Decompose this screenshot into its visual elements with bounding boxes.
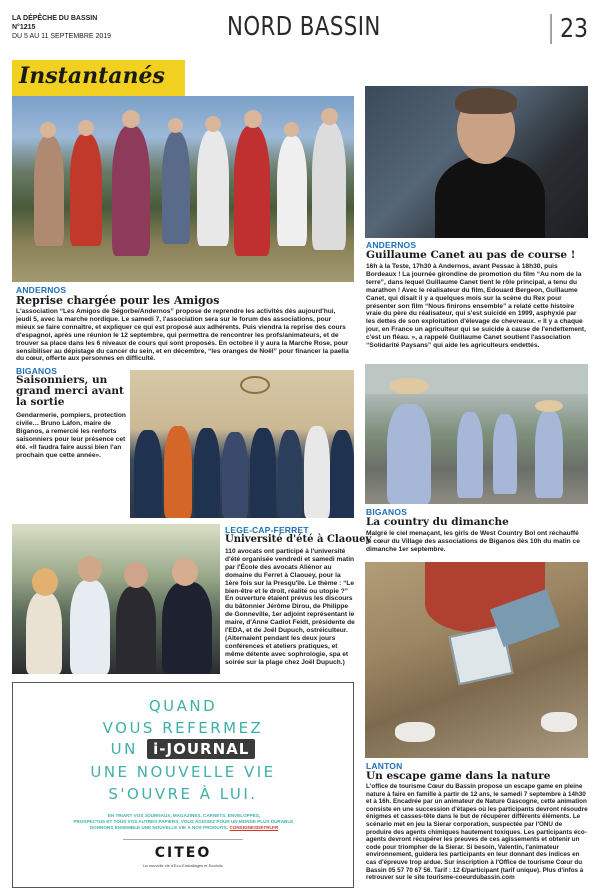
amigos-kicker: ANDERNOS: [16, 285, 67, 295]
paper-name: LA DÉPÊCHE DU BASSIN: [12, 15, 98, 22]
citeo-logo-sub: La nouvelle vie d'Eco-Emballages et Ecofolio: [143, 863, 223, 868]
ad-line-4: UNE NOUVELLE VIE: [90, 763, 276, 781]
pompiers-headline: Saisonniers, un grand merci avant la sortie: [16, 374, 124, 408]
citeo-logo: CITEO: [154, 845, 212, 861]
escape-body: L'office de tourisme Cœur du Bassin propose un escape game en pleine nature à faire en famille à partir de 12 ans, le samedi 7 septembre à 14h30 et à 16h. Encadrée par un animateur de Nature Gascogne, cette animation consiste en une succession d'étapes où les participants devront résoudre énigmes et casses-tête dans le but de récupérer différents éléments. Le scénario met en jeu la Sierar corporation, suspectée par l'ONU de produire des agents chimiques hautement toxiques. Les participants éco-agents devront récupérer les preuves de ces agissements et obtenir un code pour triompher de la Sierar. Si besoin, Valentin, l'animateur environnement, guidera les participants en leur donnant des indices en cas d'épreuve trop ardue. Sur inscription à l'Office de tourisme Cœur du Bassin 05 57 70 67 56. Tarif : 12 €/participant (tarif unique). Plus d'infos à retrouver sur le site tourisme-coeurdubassin.com: [366, 783, 588, 882]
ad-line-3-prefix: UN: [110, 740, 138, 758]
country-headline: La country du dimanche: [366, 516, 509, 528]
canet-body: 16h à la Teste, 17h30 à Andernos, avant Pessac à 18h30, puis Bordeaux ! La journée girondine de promotion du film “Au nom de la terre”, dans lequel Guillaume Canet tient le rôle principal, a tenu du marathon ! Avec le réalisateur du film, Edouard Bergeon, Guillaume Canet, qui disait il y a quelques mois sur la scène du Rex pour présenter son film “Nous finirons ensemble” a relaté cette histoire vraie du père du réalisateur, qui s'est suicidé en 1999, asphyxié par les dettes de son exploitation d'élevage de chevreaux. « Il y a chaque jour, en France un agriculteur qui se suicide à cause de l'endettement, c'est un fléau. », a rappelé Guillaume Canet soutient l'association “Solidarité Paysans” qui aide les agriculteurs endettés.: [366, 263, 586, 350]
ad-line-2: VOUS REFERMEZ: [102, 719, 264, 737]
ad-fine-1: EN TRIANT VOS JOURNAUX, MAGAZINES, CARNETS, ENVELOPPES,: [107, 813, 261, 818]
instantanes-stamp: [12, 60, 185, 96]
ad-divider: [123, 839, 243, 840]
photo-guillaume-canet: [365, 86, 588, 238]
amigos-body: L'association “Les Amigos de Ségorbe/Andernos” propose de reprendre les activités dès aujourd'hui, jeudi 5, avec la marche nordique. Le samedi 7, l'association sera sur le forum des associations, pour mieux se faire connaître, et expliquer ce qui est proposé aux adhérents. Puis viendra la reprise des cours d'espagnol, après une réunion le 12 septembre, qui permettra de rencontrer les profs/animateurs, et de trouver sa place dans les 6 niveaux de cours qui sont proposés. En octobre il y aura la Marche Rose, pour sensibiliser au dépistage du cancer du sein, et en décembre, “les oranges de Noël” pour financer la paella du cœur, offerte aux personnes en difficulté.: [16, 308, 349, 363]
ad-fine-2: PROSPECTUS ET TOUS VOS AUTRES PAPIERS, VOUS AGISSEZ POUR UN MONDE PLUS DURABLE.: [73, 819, 295, 824]
photo-escape-game: [365, 562, 588, 758]
page-number: 23: [551, 14, 588, 44]
escape-headline: Un escape game dans la nature: [366, 770, 551, 782]
escape-kicker: LANTON: [366, 761, 403, 771]
photo-amigos-walkers: [12, 96, 354, 282]
masthead: [12, 14, 111, 41]
page-header: [12, 10, 588, 52]
ad-line-1: QUAND: [148, 697, 218, 715]
photo-avocats-claouey: [12, 524, 220, 674]
country-kicker: BIGANOS: [366, 507, 408, 517]
ad-fine-3: [31, 825, 337, 831]
issue-dates: DU 5 AU 11 SEPTEMBRE 2019: [12, 33, 112, 40]
amigos-headline: Reprise chargée pour les Amigos: [16, 294, 220, 307]
issue-number: N°1215: [12, 24, 36, 31]
country-body: Malgré le ciel menaçant, les girls de West Country Bol ont réchauffé le cœur du Village des associations de Biganos dès 10h du matin ce dimanche 1er septembre.: [366, 530, 580, 553]
ad-line-3: [13, 739, 353, 759]
photo-biganos-saisonniers: [130, 370, 354, 518]
avocats-kicker: LEGE-CAP-FERRET: [225, 525, 309, 535]
ad-ijournal-brand: i-JOURNAL: [147, 739, 255, 759]
section-title: NORD BASSIN: [227, 12, 381, 42]
pompiers-kicker: BIGANOS: [16, 366, 58, 376]
avocats-body: 110 avocats ont participé à l'université d'été organisée vendredi et samedi matin par l'École des avocats Aliénor au domaine du Ferret à Claouey, pour la 1ère fois sur la Presqu'île. Le thème : “Le bien-être et le droit, réalité ou utopie ?” En ouverture étaient prévus les discours du bâtonnier Jérôme Dirou, de Philippe de Gonneville, 1er adjoint représentant le maire, d'Anne Cadiot Feidt, présidente de l'EDA, et de Joël Dupuch, ostréiculteur. (Alternaient pendant les deux jours conférences et ateliers pratiques, et même détente avec sophrologie, spa et soirée sur la plage chez Joël Dupuch.): [225, 548, 355, 666]
canet-kicker: ANDERNOS: [366, 240, 417, 250]
citeo-advertisement: [12, 682, 354, 888]
photo-country-dancers: [365, 364, 588, 504]
ad-link[interactable]: CONSIGNESDETRI.FR: [229, 825, 279, 830]
avocats-headline: Université d'été à Claouey: [225, 534, 372, 545]
ad-fine-3-text: DONNONS ENSEMBLE UNE NOUVELLE VIE À NOS PRODUITS.: [89, 825, 229, 830]
canet-headline: Guillaume Canet au pas de course !: [366, 249, 576, 261]
ad-line-5: S'OUVRE À LUI.: [108, 785, 258, 803]
pompiers-body: Gendarmerie, pompiers, protection civile… Bruno Lafon, maire de Biganos, a remercié les renforts saisonniers pour leur présence cet été. «Il faudra faire aussi bien l'an prochain que cette année».: [16, 412, 126, 459]
stamp-label: Instantanés: [19, 63, 165, 89]
